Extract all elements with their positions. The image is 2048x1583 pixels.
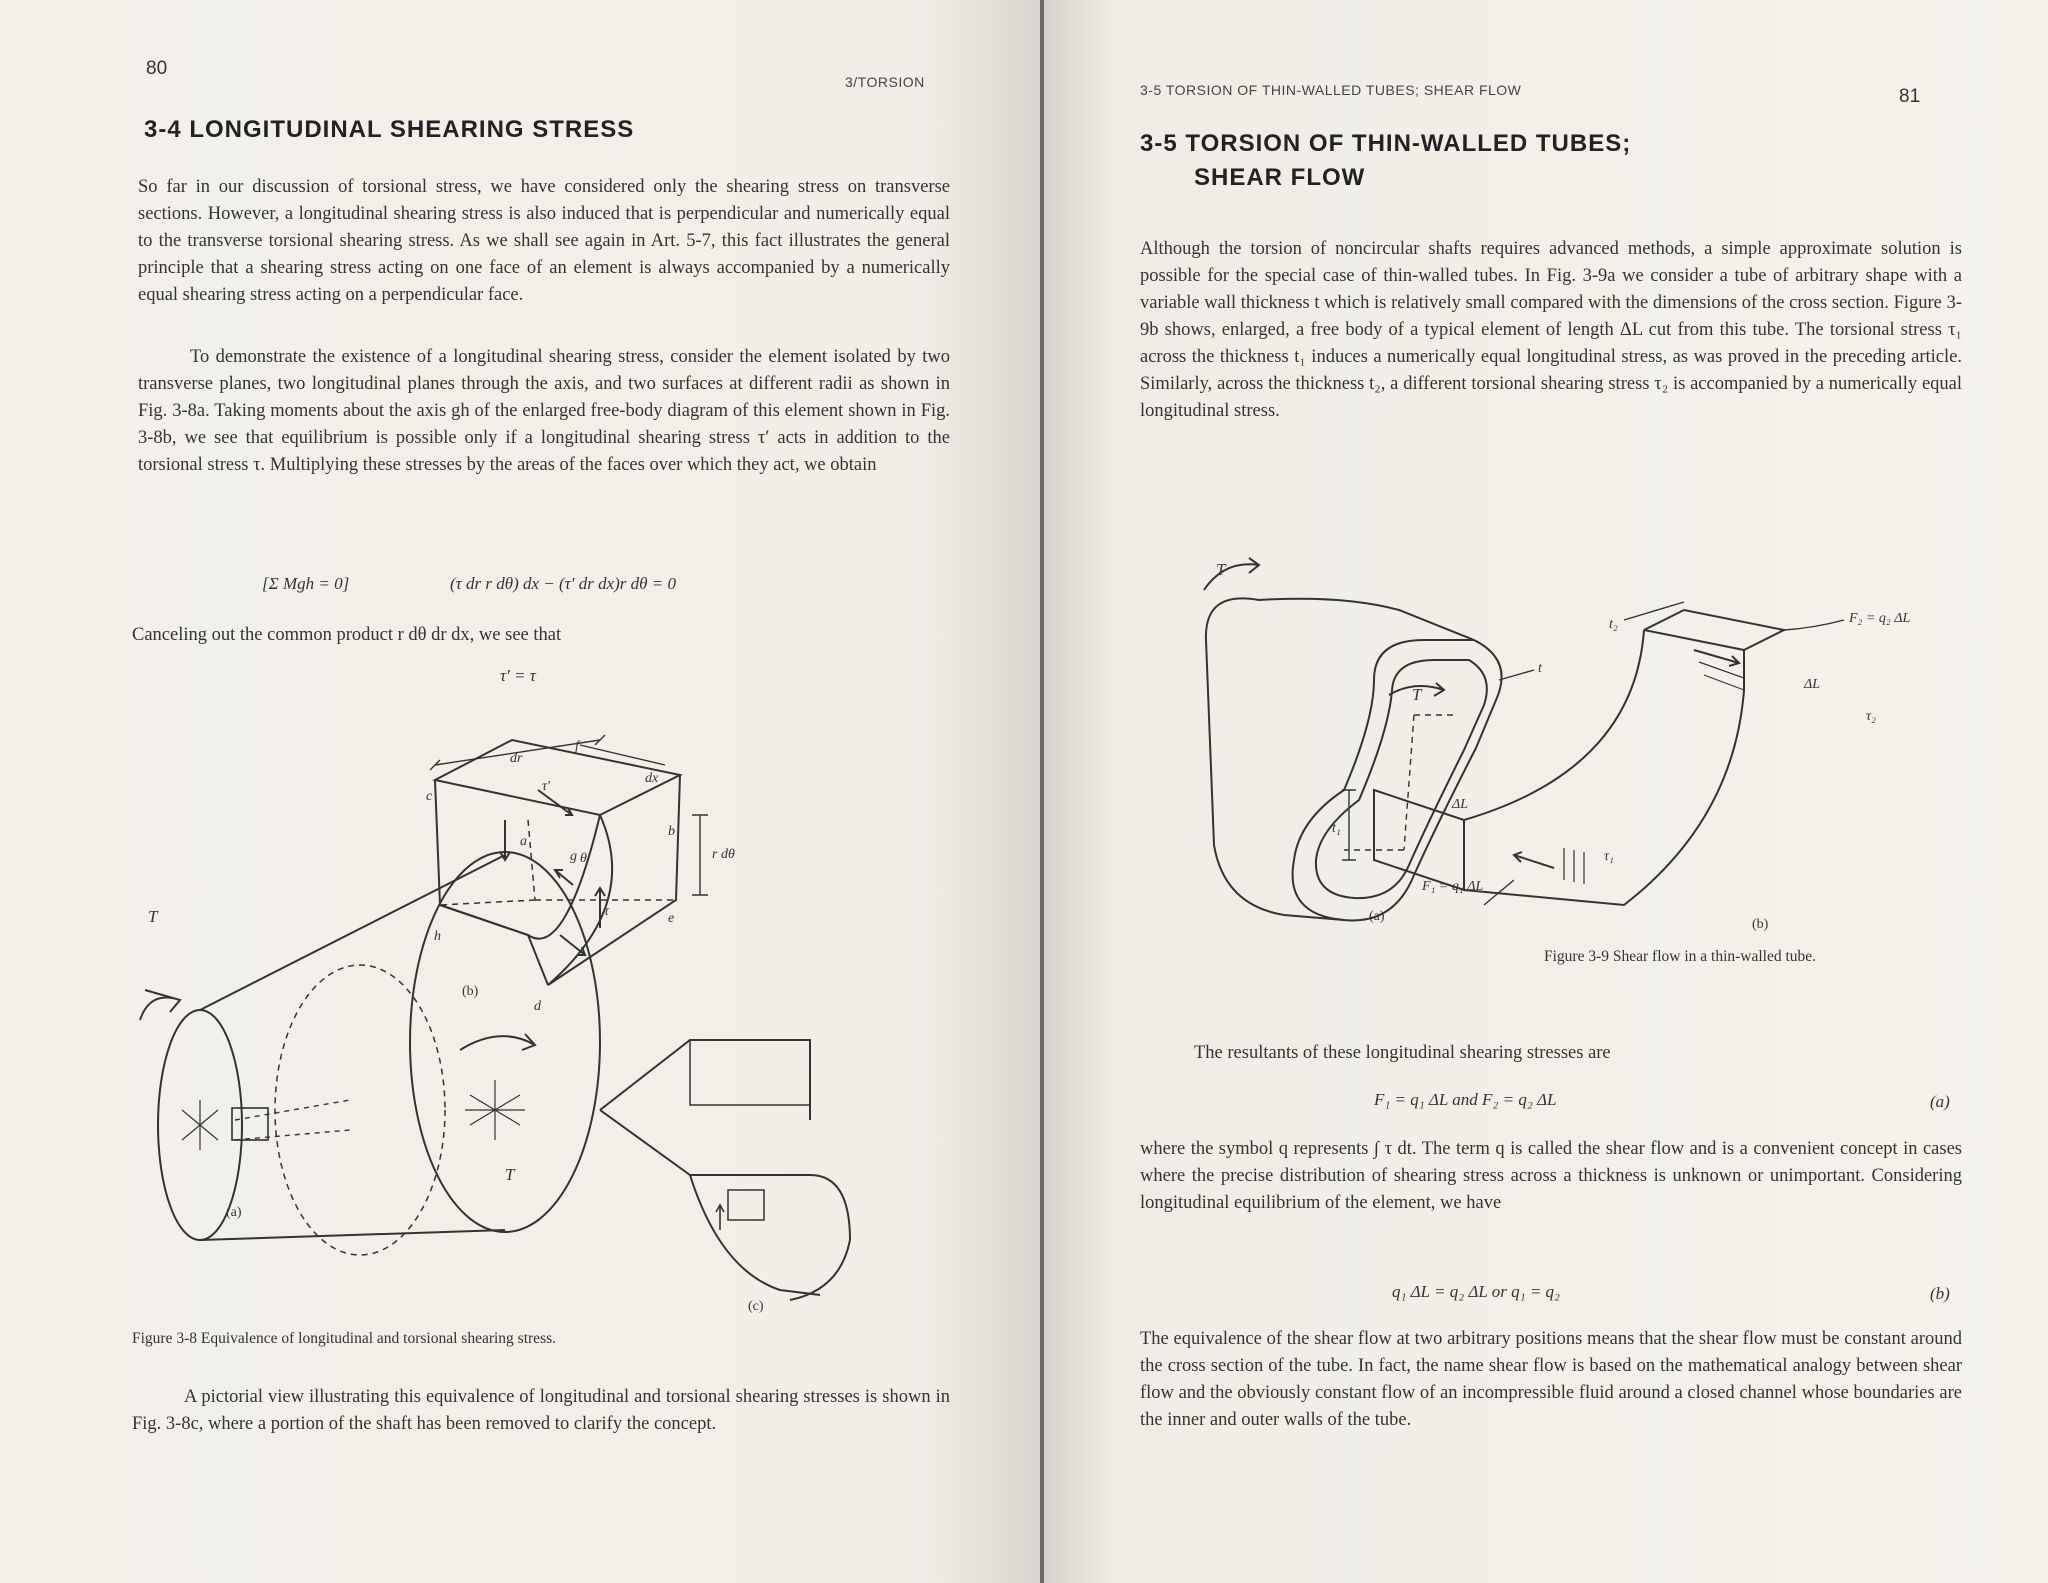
vertex-c: c (426, 789, 433, 804)
paragraph: So far in our discussion of torsional stress, we have considered only the shearing stress on transverse sections. However, a longitudinal shearing stress is also induced that is perpendicular and numerically equal to the transverse torsional shearing stress. As we shall see again in Art. 5-7, this fact illustrates the general principle that a shearing stress acting on one face of an element is always accompanied by a numerically equal shearing stress acting on a perpendicular face. (138, 177, 950, 305)
t2-dimension (1624, 602, 1684, 620)
torque-arrow-right (460, 1034, 535, 1050)
section-title: 3-4 LONGITUDINAL SHEARING STRESS (144, 116, 635, 143)
tau1-label: τ₁ (1604, 849, 1614, 864)
rdtheta-dimension (692, 815, 708, 895)
cutaway-element (728, 1190, 764, 1220)
sub-label-a: (a) (226, 1205, 242, 1220)
sub-label-a: (a) (1369, 909, 1385, 924)
F1-arrow (1514, 852, 1554, 868)
element-hatch-bottom (1564, 848, 1584, 884)
page-number: 80 (146, 58, 168, 79)
tau-prime-label: τ′ (542, 779, 551, 794)
torque-label-outer: T (1216, 560, 1226, 579)
F2-arrow (1694, 650, 1739, 666)
element-front-face (1374, 790, 1464, 890)
equation: F₁ = q₁ ΔL and F₂ = q₂ ΔL (1374, 1090, 1557, 1109)
running-head: 3-5 TORSION OF THIN-WALLED TUBES; SHEAR FLOW (1140, 82, 1522, 98)
sub-label-b: (b) (462, 984, 479, 999)
cutaway-step (690, 1040, 810, 1105)
F1-label: F₁ = q₁ ΔL (1422, 879, 1484, 894)
element-curved-top (1464, 630, 1644, 820)
dx-label: dx (645, 771, 659, 786)
paragraph: where the symbol q represents ∫ τ dt. The term q is called the shear flow and is a convenient concept in cases where the precise distribution of shearing stress across a thickness is unknown or unimportant. Considering longitudinal equilibrium of the element, we have (1140, 1139, 1962, 1213)
vertex-a: a (520, 834, 527, 849)
equation-label: [Σ Mgh = 0] (262, 574, 350, 593)
vertex-h: h (434, 929, 441, 944)
thickness-label: t (1538, 661, 1542, 676)
theta-label: θ (580, 851, 587, 866)
page-number: 81 (1899, 86, 1921, 107)
cutaway-bottom (690, 1175, 820, 1295)
torque-label-inner: T (1412, 685, 1422, 704)
tube-top-edge (1259, 599, 1474, 640)
tau2-label: τ₂ (1866, 709, 1876, 724)
dr-label: dr (510, 751, 523, 766)
paragraph: Although the torsion of noncircular shafts requires advanced methods, a simple approximate solution is possible for the special case of thin-walled tubes. In Fig. 3-9a we consider a tube of arbitrary shape with a variable wall thickness t which is relatively small compared with the dimensions of the cross section. Figure 3-9b shows, enlarged, a free body of a typical element of length ΔL cut from this tube. The torsional stress τ₁ across the thickness t₁ induces a numerically equal longitudinal stress, as was proved in the preceding article. Similarly, across the thickness t₂, a different torsional shearing stress τ₂ is accompanied by a numerically equal longitudinal stress. (1140, 239, 1962, 421)
F2-leader (1784, 620, 1844, 630)
cutaway-top (600, 1040, 810, 1120)
paragraph: To demonstrate the existence of a longitudinal shearing stress, consider the element isolated by two transverse planes, two longitudinal planes through the axis, and two surfaces at different radii as shown in Fig. 3-8a. Taking moments about the axis gh of the enlarged free-body diagram of this element shown in Fig. 3-8b, we see that equilibrium is possible only if a longitudinal shearing stress τ′ acts in addition to the torsional stress τ. Multiplying these stresses by the areas of the faces over which they act, we obtain (138, 347, 950, 475)
sub-label-c: (c) (748, 1299, 764, 1314)
cutaway-edge (790, 1240, 850, 1300)
paragraph: Canceling out the common product r dθ dr dx, we see that (132, 625, 562, 645)
vertex-f: f (575, 739, 579, 754)
tube-hidden-lines (1344, 715, 1454, 850)
torque-arrow-outer (1204, 558, 1259, 590)
tau-prime-arrow (500, 820, 510, 860)
cutaway-middle (600, 1110, 850, 1240)
shaft-top-edge (200, 855, 505, 1010)
section-title-line2: SHEAR FLOW (1194, 164, 1366, 191)
sub-label-b: (b) (1752, 917, 1769, 932)
equation-tag: (a) (1930, 1092, 1950, 1111)
tau-arrow (560, 935, 585, 955)
vertex-d: d (534, 999, 541, 1014)
center-mark-right (465, 1080, 525, 1140)
equation-tag: (b) (1930, 1284, 1950, 1303)
thickness-leader (1499, 670, 1534, 680)
tube-outer-left (1206, 598, 1344, 920)
equation: q₁ ΔL = q₂ ΔL or q₁ = q₂ (1392, 1282, 1560, 1301)
shaft-element-guides (235, 1100, 350, 1140)
torque-label-left: T (148, 907, 158, 926)
deltaL-mid-label: ΔL (1452, 797, 1469, 812)
F2-label: F₂ = q₂ ΔL (1849, 611, 1911, 626)
vertex-b: b (668, 824, 675, 839)
running-head: 3/TORSION (845, 74, 925, 90)
equation: τ′ = τ (500, 666, 536, 685)
element-hatch-top (1699, 662, 1744, 695)
paragraph: The resultants of these longitudinal shearing stresses are (1194, 1043, 1611, 1063)
equation: (τ dr r dθ) dx − (τ′ dr dx)r dθ = 0 (450, 574, 676, 593)
figure-caption: Figure 3-8 Equivalence of longitudinal and torsional shearing stress. (132, 1330, 557, 1347)
rdtheta-label: r dθ (712, 847, 735, 862)
shaft-element (232, 1108, 268, 1140)
section-title-line1: 3-5 TORSION OF THIN-WALLED TUBES; (1140, 130, 1632, 157)
paragraph: The equivalence of the shear flow at two arbitrary positions means that the shear flow must be constant around the cross section of the tube. In fact, the name shear flow is based on the mathematical analogy between shear flow and the obviously constant flow of an incompressible fluid around a closed channel whose boundaries are the inner and outer walls of the tube. (1140, 1329, 1962, 1430)
shaft-bottom-edge (200, 1230, 505, 1240)
torque-label-right: T (505, 1165, 515, 1184)
vertex-e: e (668, 911, 675, 926)
vertex-g: g (570, 849, 577, 864)
torque-arrow-left (140, 990, 180, 1020)
cutaway-tau-arrow (716, 1205, 724, 1230)
t1-label: t₁ (1332, 821, 1341, 836)
deltaL-top-label: ΔL (1804, 677, 1821, 692)
shaft-inner-section (275, 965, 445, 1255)
t2-label: t₂ (1609, 617, 1618, 632)
center-mark-left (182, 1100, 218, 1150)
tau-label: τ (604, 904, 610, 919)
right-page (1044, 0, 2048, 1583)
element-bottom-edge (440, 905, 548, 985)
figure-caption: Figure 3-9 Shear flow in a thin-walled tube. (1544, 948, 1817, 965)
paragraph: A pictorial view illustrating this equivalence of longitudinal and torsional shearing stresses is shown in Fig. 3-8c, where a portion of the shaft has been removed to clarify the concept. (132, 1387, 950, 1434)
